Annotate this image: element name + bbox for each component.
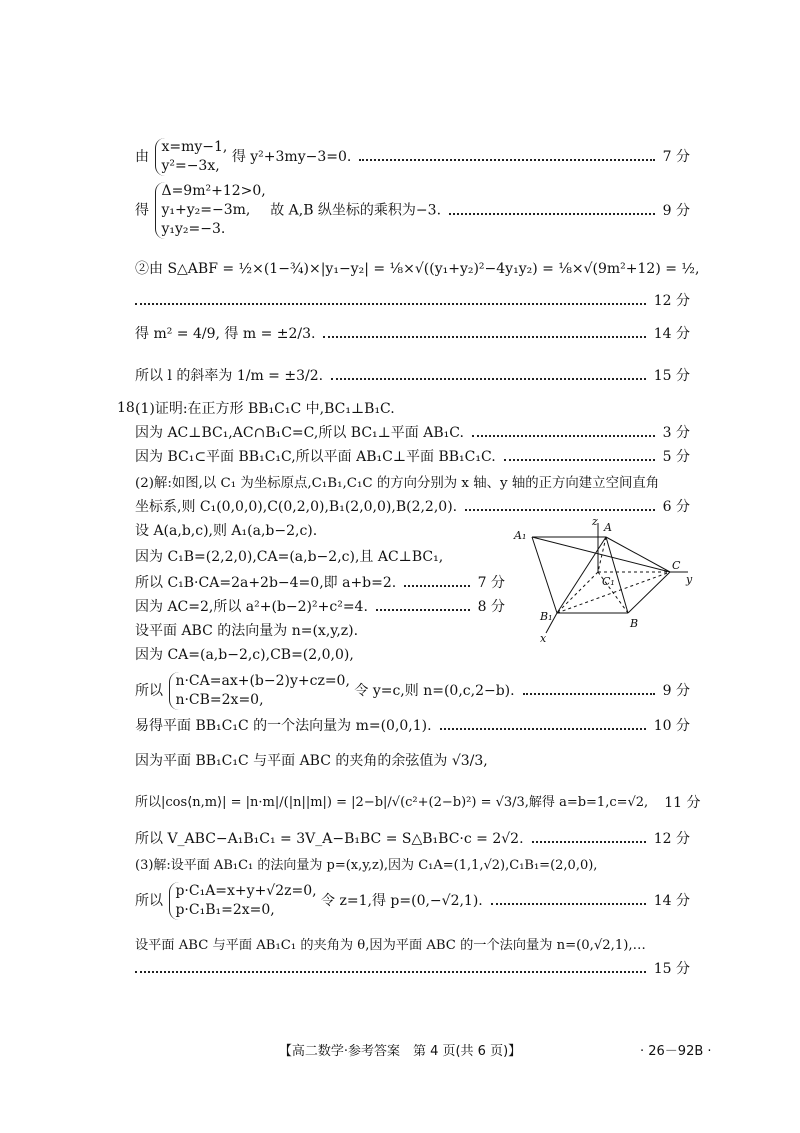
score-label: 9 分	[662, 683, 690, 699]
edge-a-b1	[557, 537, 606, 613]
system-row: n·CA=ax+(b−2)y+cz=0,	[175, 673, 350, 689]
result-text: 得 y²+3my−3=0.	[231, 149, 352, 165]
eq-line-4	[135, 325, 690, 343]
edge-c1-b1	[557, 572, 598, 613]
label-a1: A₁	[514, 529, 527, 542]
system-row: Δ=9m²+12>0,	[161, 183, 266, 199]
dot-leader	[135, 303, 646, 305]
label-a: A	[604, 521, 612, 534]
q18-line	[135, 646, 505, 664]
proof-text: (3)解:设平面 AB₁C₁ 的法向量为 p=(x,y,z),因为 C₁A=(1,1,√2),C₁B₁=(2,0,0),	[135, 858, 598, 873]
score-label: 5 分	[662, 449, 690, 465]
system-row: y₁y₂=−3.	[161, 221, 226, 237]
label-b1: B₁	[540, 610, 553, 623]
score-line-final	[135, 960, 690, 978]
proof-text: (1)证明:在正方形 BB₁C₁C 中,BC₁⊥B₁C.	[135, 401, 395, 417]
dot-leader	[359, 159, 654, 161]
result-text: 得 m² = 4/9, 得 m = ±2/3.	[135, 326, 316, 342]
score-line-3	[135, 292, 690, 310]
q18-line	[135, 856, 690, 875]
area-equation: ②由 S△ABF = ½×(1−¾)×|y₁−y₂| = ⅛×√((y₁+y₂)²−4y₁y₂) = ⅛×√(9m²+12) = ½,	[135, 261, 700, 277]
q18-line	[135, 424, 690, 442]
edge-a1-c	[532, 537, 670, 572]
equation-system	[169, 672, 349, 710]
proof-text: 因为平面 BB₁C₁C 与平面 ABC 的夹角的余弦值为 √3/3,	[135, 753, 488, 769]
q18-line	[135, 474, 690, 493]
q18-line	[135, 882, 690, 920]
eq-line-5	[135, 367, 690, 385]
score-label: 6 分	[662, 499, 690, 515]
question-number: 18.	[117, 400, 140, 416]
proof-text: 所以|cos⟨n,m⟩| = |n·m|/(|n||m|) = |2−b|/√(c²+(2−b)²) = √3/3,解得 a=b=1,c=√2,	[135, 795, 649, 810]
proof-text: 因为 AC=2,所以 a²+(b−2)²+c²=4.	[135, 599, 368, 615]
q18-line	[135, 622, 505, 640]
score-label: 14 分	[653, 326, 690, 342]
dot-leader	[491, 903, 646, 905]
proof-text: 因为 BC₁⊂平面 BB₁C₁C,所以平面 AB₁C⊥平面 BB₁C₁C.	[135, 449, 496, 465]
system-row: y₁+y₂=−3m,	[161, 202, 251, 218]
dot-leader	[465, 509, 655, 511]
q18-line	[135, 830, 690, 848]
score-label: 15 分	[653, 368, 690, 384]
score-label: 7 分	[662, 149, 690, 165]
q18-line	[135, 448, 690, 466]
text-prefix: 所以	[135, 893, 163, 909]
system-row: y²=−3x,	[161, 158, 220, 174]
system-row: p·C₁B₁=2x=0,	[175, 902, 275, 918]
system-row: p·C₁A=x+y+√2z=0,	[175, 883, 317, 899]
label-b: B	[630, 617, 639, 630]
proof-text: 设平面 ABC 的法向量为 n=(x,y,z).	[135, 623, 359, 639]
score-label: 15 分	[653, 961, 690, 977]
score-label: 10 分	[653, 718, 690, 734]
dot-leader	[472, 435, 655, 437]
proof-text: 坐标系,则 C₁(0,0,0),C(0,2,0),B₁(2,0,0),B(2,2,0).	[135, 499, 458, 515]
prism-diagram	[510, 515, 700, 645]
system-row: n·CB=2x=0,	[175, 692, 264, 708]
proof-text: (2)解:如图,以 C₁ 为坐标原点,C₁B₁,C₁C 的方向分别为 x 轴、y 轴的正方向建立空间直角	[135, 476, 660, 491]
eq-line-2	[135, 182, 690, 239]
equation-system	[155, 138, 227, 176]
result-text: 令 z=1,得 p=(0,−√2,1).	[321, 893, 483, 909]
proof-text: 因为 AC⊥BC₁,AC∩B₁C=C,所以 BC₁⊥平面 AB₁C.	[135, 425, 464, 441]
q18-line	[135, 752, 690, 770]
equation-system	[155, 182, 265, 239]
edge-a1-b1	[532, 537, 557, 613]
result-text: 故 A,B 纵坐标的乘积为−3.	[270, 202, 442, 219]
proof-text: 设平面 ABC 与平面 AB₁C₁ 的夹角为 θ,因为平面 ABC 的一个法向量为 n=(0,√2,1),…	[135, 938, 646, 953]
prism-figure	[510, 515, 700, 645]
edge-b-c	[628, 572, 670, 613]
dot-leader	[331, 378, 646, 380]
eq-line-3	[135, 260, 700, 278]
dot-leader	[376, 609, 470, 611]
score-label: 8 分	[477, 599, 505, 615]
label-c: C	[672, 559, 681, 572]
dot-leader	[523, 693, 655, 695]
proof-text: 因为 CA=(a,b−2,c),CB=(2,0,0),	[135, 647, 354, 663]
footer-code: · 26－92B ·	[640, 1044, 712, 1059]
label-x: x	[540, 632, 547, 645]
q18-line	[135, 522, 505, 540]
q18-line	[135, 574, 505, 592]
text-prefix: 由	[135, 149, 149, 165]
proof-text: 易得平面 BB₁C₁C 的一个法向量为 m=(0,0,1).	[135, 718, 432, 734]
score-label: 9 分	[662, 202, 690, 219]
edge-a-c	[606, 537, 670, 572]
q18-line	[135, 548, 505, 566]
dot-leader	[449, 213, 655, 215]
q18-line	[135, 400, 690, 418]
score-label: 14 分	[653, 893, 690, 909]
eq-line-1	[135, 138, 690, 176]
score-label: 11 分	[664, 795, 701, 811]
label-c1: C₁	[602, 575, 615, 588]
score-label: 12 分	[653, 831, 690, 847]
dot-leader	[504, 459, 655, 461]
q18-line	[135, 598, 505, 616]
score-label: 7 分	[477, 575, 505, 591]
proof-text: 所以 V_ABC−A₁B₁C₁ = 3V_A−B₁BC = S△B₁BC·c = 2√2.	[135, 831, 524, 847]
label-y: y	[686, 573, 693, 586]
score-label: 12 分	[653, 293, 690, 309]
text-prefix: 所以	[135, 683, 163, 699]
dot-leader	[323, 336, 645, 338]
dot-leader	[532, 841, 646, 843]
text-prefix: 得	[135, 202, 149, 219]
q18-line	[135, 498, 690, 516]
score-label: 3 分	[662, 425, 690, 441]
label-z: z	[592, 515, 598, 528]
footer-title: 【高二数学·参考答案 第 4 页(共 6 页)】	[278, 1044, 522, 1059]
q18-line	[135, 794, 701, 812]
result-text: 令 y=c,则 n=(0,c,2−b).	[354, 683, 515, 699]
result-text: 所以 l 的斜率为 1/m = ±3/2.	[135, 368, 324, 384]
q18-line	[135, 936, 690, 955]
q18-line	[135, 717, 690, 735]
q18-line	[135, 672, 690, 710]
system-row: x=my−1,	[161, 139, 228, 155]
dot-leader	[404, 585, 469, 587]
proof-text: 因为 C₁B=(2,2,0),CA=(a,b−2,c),且 AC⊥BC₁,	[135, 549, 444, 565]
dot-leader	[135, 971, 646, 973]
proof-text: 设 A(a,b,c),则 A₁(a,b−2,c).	[135, 523, 318, 539]
equation-system	[169, 882, 316, 920]
proof-text: 所以 C₁B·CA=2a+2b−4=0,即 a+b=2.	[135, 575, 397, 591]
dot-leader	[440, 728, 646, 730]
